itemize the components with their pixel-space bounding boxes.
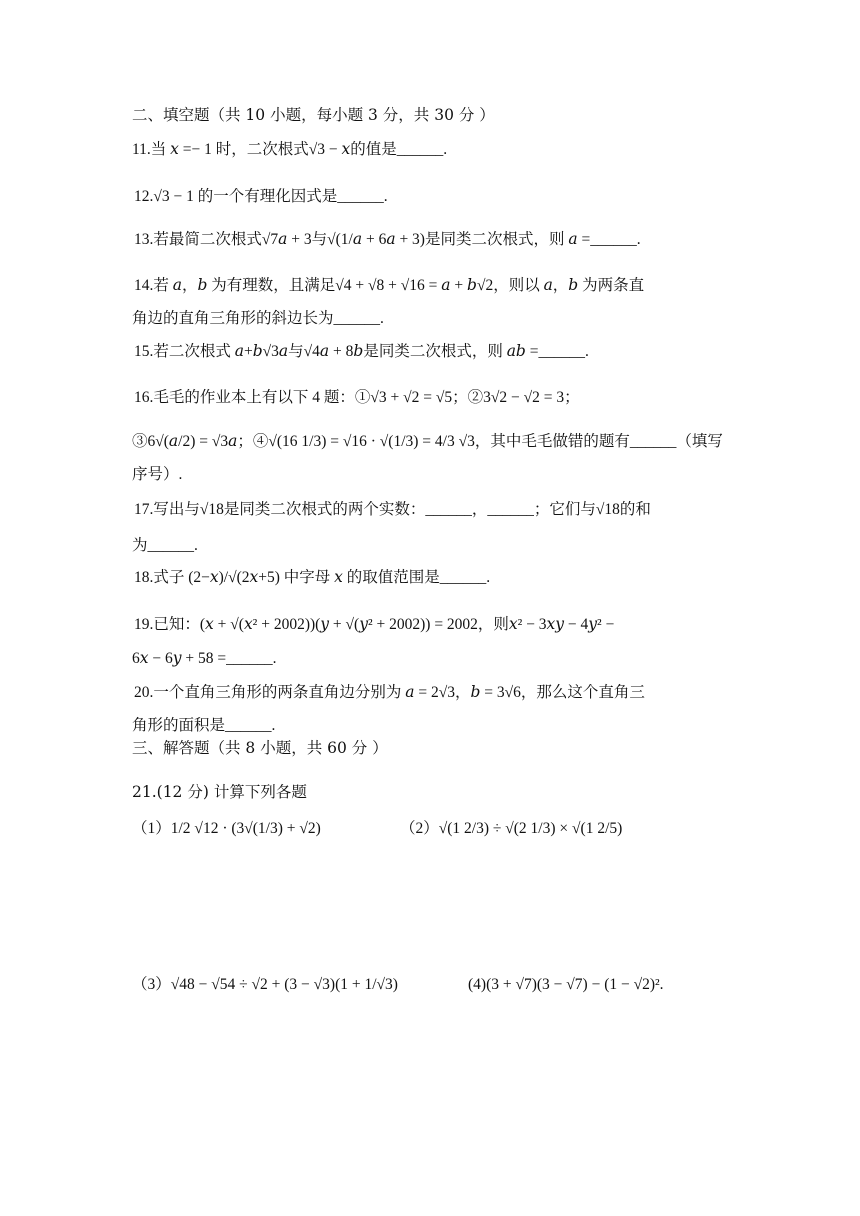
question-19-line-2: 6𝑥 − 6𝑦 + 58 =______. (132, 650, 277, 667)
section-2-heading: 二、填空题（共 10 小题，每小题 3 分，共 30 分 ） (132, 106, 495, 124)
question-16-line-3: 序号）. (132, 466, 183, 483)
question-20-line-2: 角形的面积是______. (132, 717, 276, 734)
question-15: 15.若二次根式 𝑎+𝑏√3𝑎与√4𝑎 + 8𝑏是同类二次根式，则 𝑎𝑏 =______. (134, 343, 589, 360)
question-13: 13.若最简二次根式√7𝑎 + 3与√(1/𝑎 + 6𝑎 + 3)是同类二次根式，则 𝑎 =______. (134, 231, 641, 248)
question-11: 11.当 𝑥 =− 1 时，二次根式√3 − 𝑥的值是______. (132, 141, 448, 158)
question-17-line-2: 为______. (132, 537, 198, 554)
question-21-part-1: （1）1/2 √12 · (3√(1/3) + √2) (132, 820, 321, 837)
question-12: 12.√3 − 1 的一个有理化因式是______. (134, 188, 388, 205)
question-21-part-2: （2）√(1 2/3) ÷ √(2 1/3) × √(1 2/5) (400, 820, 623, 837)
question-14-line-1: 14.若 𝑎，𝑏 为有理数，且满足√4 + √8 + √16 = 𝑎 + 𝑏√2，则以 𝑎，𝑏 为两条直 (134, 277, 645, 294)
section-3-heading: 三、解答题（共 8 小题，共 60 分 ） (132, 739, 388, 757)
question-16-line-1: 16.毛毛的作业本上有以下 4 题：①√3 + √2 = √5；②3√2 − √2 = 3； (134, 389, 580, 406)
question-21-part-3: （3）√48 − √54 ÷ √2 + (3 − √3)(1 + 1/√3) (132, 976, 398, 993)
question-21-title: 21.(12 分) 计算下列各题 (132, 783, 307, 801)
question-14-line-2: 角边的直角三角形的斜边长为______. (132, 310, 384, 327)
question-19-line-1: 19.已知：(𝑥 + √(𝑥² + 2002))(𝑦 + √(𝑦² + 2002)) = 2002，则𝑥² − 3𝑥𝑦 − 4𝑦² − (134, 616, 615, 633)
question-21-part-4: (4)(3 + √7)(3 − √7) − (1 − √2)². (468, 976, 664, 993)
question-16-line-2: ③6√(𝑎/2) = √3𝑎；④√(16 1/3) = √16 · √(1/3) = 4/3 √3，其中毛毛做错的题有______（填写 (132, 433, 723, 450)
question-18: 18.式子 (2−𝑥)/√(2𝑥+5) 中字母 𝑥 的取值范围是______. (134, 569, 491, 586)
question-20-line-1: 20.一个直角三角形的两条直角边分别为 𝑎 = 2√3，𝑏 = 3√6，那么这个直角三 (134, 684, 645, 701)
question-17-line-1: 17.写出与√18是同类二次根式的两个实数：______，______；它们与√18的和 (134, 501, 651, 518)
